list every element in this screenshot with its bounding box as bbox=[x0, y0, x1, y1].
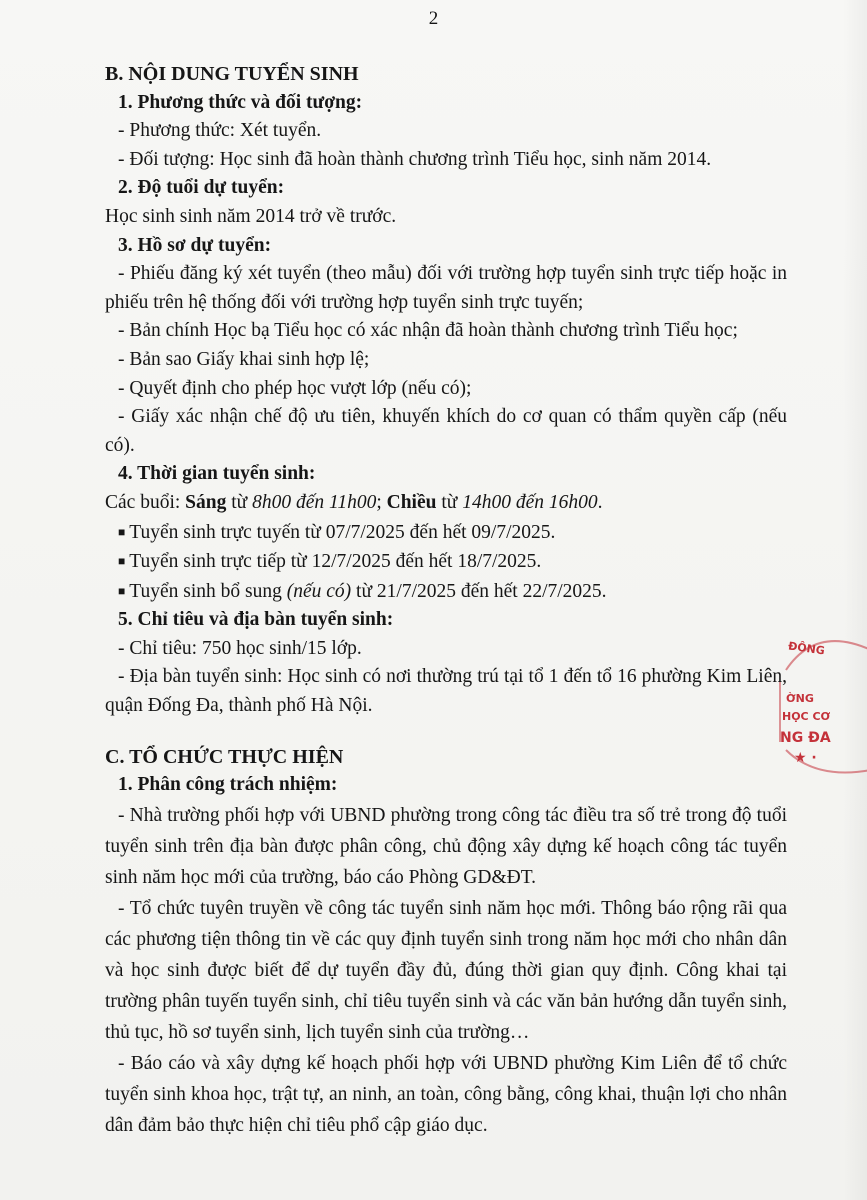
schedule-bullet-3 bbox=[105, 577, 787, 607]
dossier-item-3: - Bản sao Giấy khai sinh hợp lệ; bbox=[118, 348, 370, 370]
responsibility-para-1: - Nhà trường phối hợp với UBND phường trong công tác điều tra số trẻ trong độ tuổi tuyển sinh trên địa bàn được phân công, chủ động xây dựng kế hoạch công tác tuyển sinh năm học mới của trường, báo cáo Phòng GD&ĐT. bbox=[105, 804, 787, 888]
age-line: Học sinh sinh năm 2014 trở về trước. bbox=[105, 205, 397, 227]
schedule-bullet-2-text: Tuyển sinh trực tiếp từ 12/7/2025 đến hết 18/7/2025. bbox=[129, 551, 542, 573]
schedule-bullet-2 bbox=[105, 547, 787, 577]
schedule-bullet-1 bbox=[105, 518, 787, 548]
stamp-text-3: HỌC CƠ bbox=[782, 710, 831, 723]
page-number: 2 bbox=[428, 8, 439, 29]
official-stamp bbox=[776, 630, 867, 780]
stamp-text-2: ỜNG bbox=[786, 692, 814, 705]
morning-from: từ bbox=[226, 491, 253, 513]
section-c-sub1-title: 1. Phân công trách nhiệm: bbox=[118, 774, 338, 796]
section-b-sub2-title: 2. Độ tuổi dự tuyển: bbox=[118, 177, 285, 199]
sessions-line bbox=[105, 489, 787, 518]
section-b-title: B. NỘI DUNG TUYỂN SINH bbox=[105, 63, 359, 85]
afternoon-label: Chiều bbox=[386, 491, 437, 513]
section-c-title: C. TỔ CHỨC THỰC HIỆN bbox=[105, 745, 344, 768]
sessions-end: . bbox=[597, 491, 603, 513]
bullet-mark: ■ bbox=[118, 583, 126, 598]
stamp-text-1: ĐÔNG bbox=[787, 639, 826, 658]
dossier-item-2: - Bản chính Học bạ Tiểu học có xác nhận đã hoàn thành chương trình Tiểu học; bbox=[118, 320, 738, 342]
responsibility-para-3: - Báo cáo và xây dựng kế hoạch phối hợp với UBND phường Kim Liên để tổ chức tuyển sinh khoa học, trật tự, an ninh, an toàn, công bằng, công khai, thuận lợi cho nhân dân đảm bảo thực hiện chỉ tiêu phổ cập giáo dục. bbox=[105, 1052, 787, 1136]
bullet-mark: ■ bbox=[118, 554, 126, 569]
area-line: - Địa bàn tuyển sinh: Học sinh có nơi thường trú tại tổ 1 đến tổ 16 phường Kim Liên, quận Đống Đa, thành phố Hà Nội. bbox=[105, 666, 787, 717]
section-gap bbox=[105, 721, 787, 743]
afternoon-from: từ bbox=[436, 491, 463, 513]
schedule-bullet-1-text: Tuyển sinh trực tuyến từ 07/7/2025 đến hết 09/7/2025. bbox=[129, 521, 556, 543]
morning-time: 8h00 đến 11h00 bbox=[252, 491, 377, 513]
section-b-sub5-title: 5. Chỉ tiêu và địa bàn tuyển sinh: bbox=[118, 609, 394, 631]
dossier-item-4: - Quyết định cho phép học vượt lớp (nếu có); bbox=[118, 377, 472, 399]
morning-label: Sáng bbox=[185, 491, 227, 513]
target-line: - Đối tượng: Học sinh đã hoàn thành chương trình Tiểu học, sinh năm 2014. bbox=[118, 148, 712, 170]
schedule-bullet-3-italic: (nếu có) bbox=[286, 580, 352, 602]
stamp-text-4: NG ĐA bbox=[780, 730, 831, 746]
section-b-sub3-title: 3. Hồ sơ dự tuyển: bbox=[118, 234, 272, 256]
sessions-prefix: Các buổi: bbox=[105, 491, 186, 513]
schedule-bullet-3-pre: Tuyển sinh bổ sung bbox=[129, 580, 287, 602]
stamp-star-icon: ★ · bbox=[794, 750, 817, 766]
page-edge-shadow bbox=[843, 0, 867, 1200]
bullet-mark: ■ bbox=[118, 524, 126, 539]
section-b-sub1-title: 1. Phương thức và đối tượng: bbox=[118, 91, 363, 113]
method-line: - Phương thức: Xét tuyển. bbox=[118, 120, 322, 142]
dossier-item-1: - Phiếu đăng ký xét tuyển (theo mẫu) đối với trường hợp tuyển sinh trực tiếp hoặc in phiếu trên hệ thống đối với trường hợp tuyển sinh trực tuyến; bbox=[105, 263, 787, 313]
sessions-separator: ; bbox=[376, 491, 387, 513]
responsibility-para-2: - Tổ chức tuyên truyền về công tác tuyển sinh năm học mới. Thông báo rộng rãi qua các phương tiện thông tin về các quy định tuyển sinh trong năm học mới cho nhân dân và học sinh được biết để dự tuyển đầy đủ, đúng thời gian quy định. Công khai tại trường phân tuyến tuyển sinh, chỉ tiêu tuyển sinh và các văn bản hướng dẫn tuyển sinh, thủ tục, hồ sơ tuyển sinh, lịch tuyển sinh của trường… bbox=[105, 897, 787, 1043]
quota-line: - Chỉ tiêu: 750 học sinh/15 lớp. bbox=[118, 637, 362, 659]
afternoon-time: 14h00 đến 16h00 bbox=[462, 491, 598, 513]
section-b-sub4-title: 4. Thời gian tuyển sinh: bbox=[118, 463, 316, 485]
schedule-bullet-3-post: từ 21/7/2025 đến hết 22/7/2025. bbox=[351, 580, 607, 602]
document-body bbox=[105, 52, 787, 1141]
dossier-item-5: - Giấy xác nhận chế độ ưu tiên, khuyến khích do cơ quan có thẩm quyền cấp (nếu có). bbox=[105, 406, 787, 456]
